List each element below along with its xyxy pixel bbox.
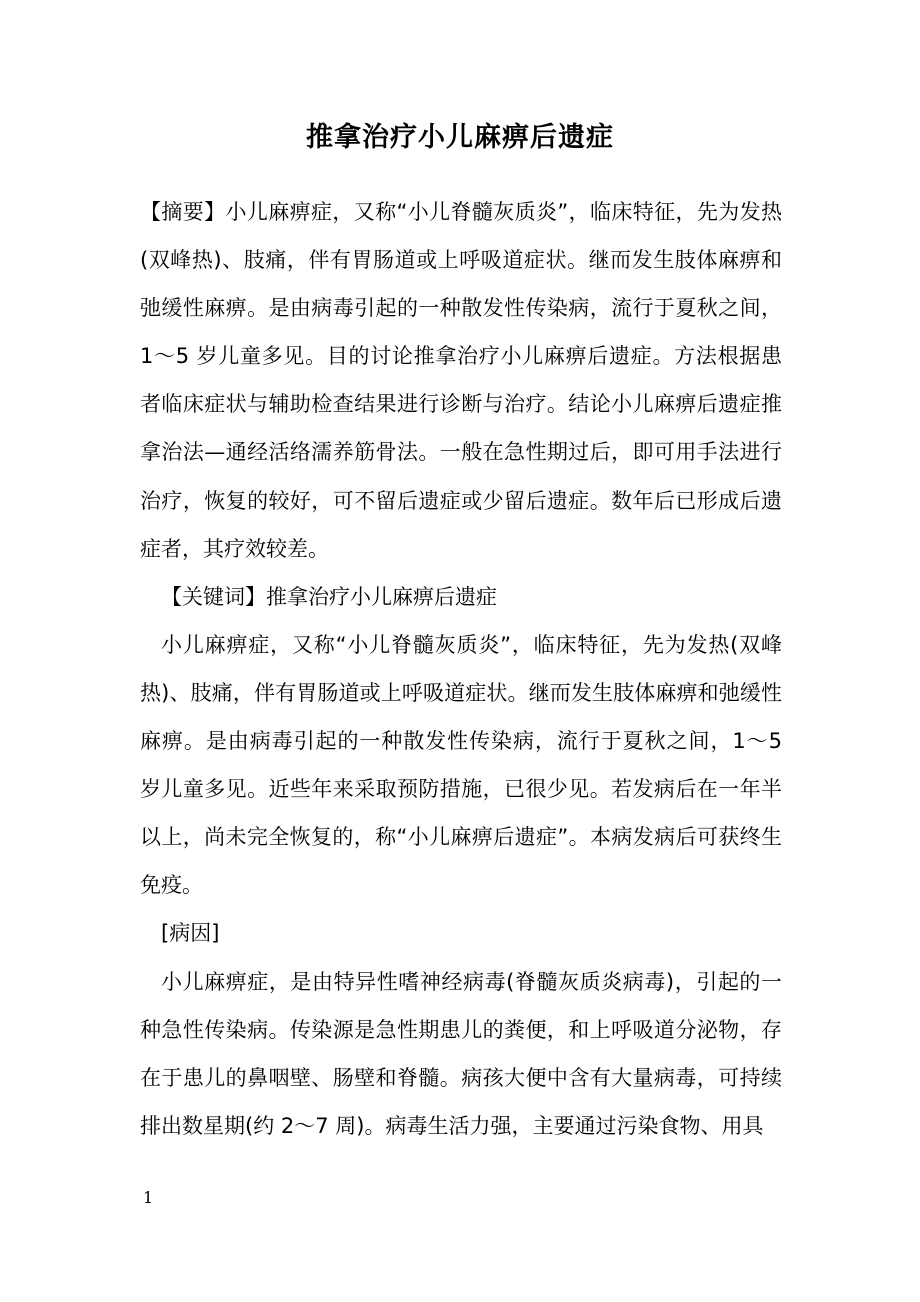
keywords-paragraph: 【关键词】推拿治疗小儿麻痹后遗症 [161, 584, 497, 609]
document-title: 推拿治疗小儿麻痹后遗症 [306, 122, 614, 153]
page-number: 1 [143, 1188, 154, 1207]
etiology-paragraph: 小儿麻痹症，是由特异性嗜神经病毒(脊髓灰质炎病毒)，引起的一种急性传染病。传染源是急性期患儿的粪便，和上呼吸道分泌物，存在于患儿的鼻咽壁、肠壁和脊髓。病孩大便中含有大量病毒，可持续排出数星期(约 2～7 周)。病毒生活力强，主要通过污染食物、用具 [140, 969, 782, 1138]
intro-paragraph: 小儿麻痹症，又称“小儿脊髓灰质炎”，临床特征，先为发热(双峰热)、肢痛，伴有胃肠道或上呼吸道症状。继而发生肢体麻痹和弛缓性麻痹。是由病毒引起的一种散发性传染病，流行于夏秋之间，1～5 岁儿童多见。近些年来采取预防措施，已很少见。若发病后在一年半以上，尚未完全恢复的，称“小儿麻痹后遗症”。本病发病后可获终生免疫。 [140, 632, 782, 898]
section-heading-etiology: [病因] [161, 921, 220, 946]
abstract-paragraph: 【摘要】小儿麻痹症，又称“小儿脊髓灰质炎”，临床特征，先为发热(双峰热)、肢痛，伴有胃肠道或上呼吸道症状。继而发生肢体麻痹和弛缓性麻痹。是由病毒引起的一种散发性传染病，流行于夏秋之间，1～5 岁儿童多见。目的讨论推拿治疗小儿麻痹后遗症。方法根据患者临床症状与辅助检查结果进行诊断与治疗。结论小儿麻痹后遗症推拿治法—通经活络濡养筋骨法。一般在急性期过后，即可用手法进行治疗，恢复的较好，可不留后遗症或少留后遗症。数年后已形成后遗症者，其疗效较差。 [140, 200, 782, 561]
document-body [140, 188, 782, 1150]
